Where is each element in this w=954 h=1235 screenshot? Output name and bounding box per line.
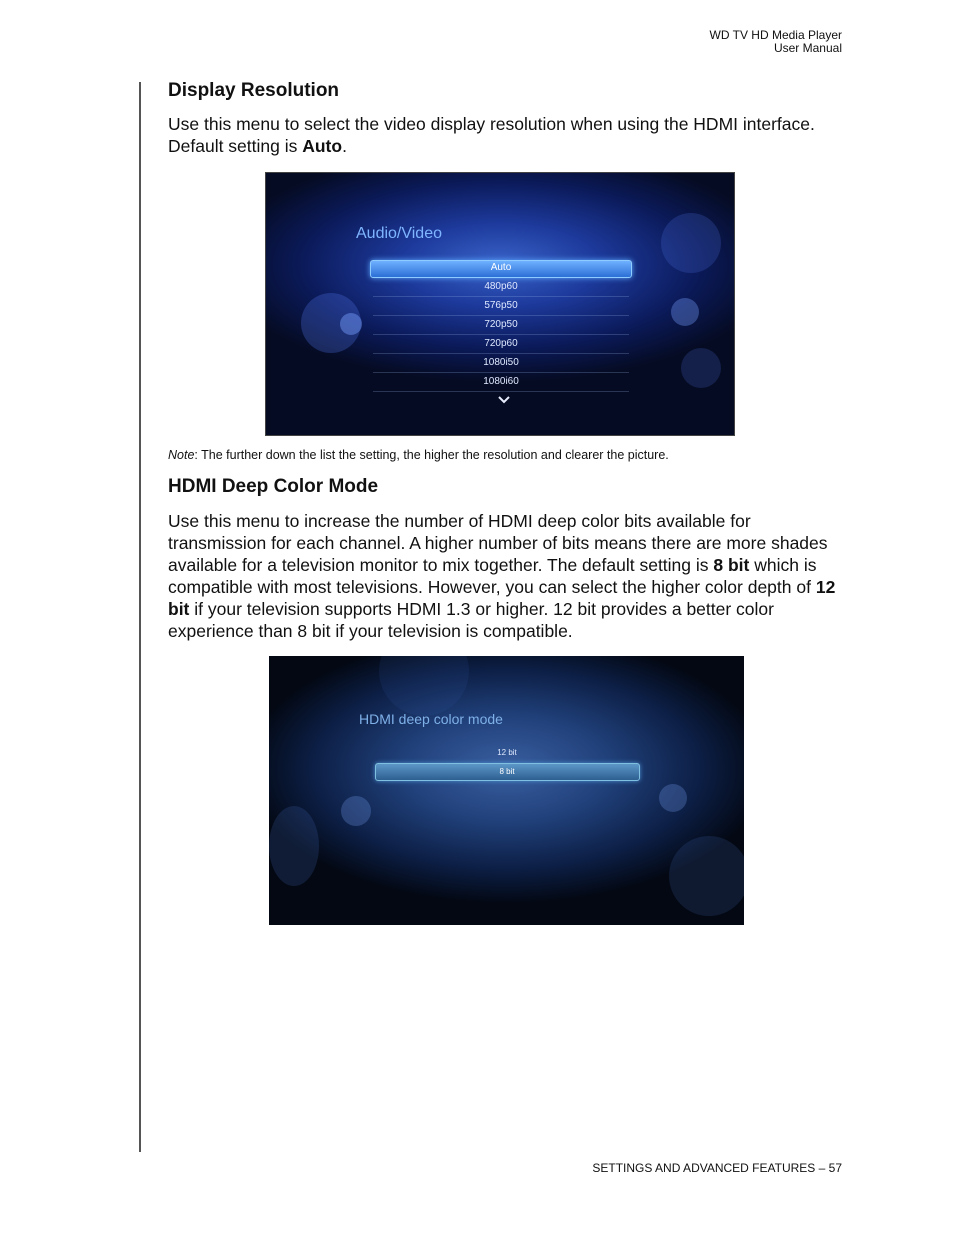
menu-separator [373, 391, 629, 392]
hdmi-deep-color-screenshot [269, 656, 744, 925]
menu-separator [373, 315, 629, 316]
menu-item[interactable]: 720p60 [484, 338, 518, 349]
menu-item[interactable]: 480p60 [484, 281, 518, 292]
bokeh-light [659, 784, 687, 812]
page-content [168, 80, 848, 157]
menu-item[interactable]: 576p50 [484, 300, 518, 311]
bokeh-light [681, 348, 721, 388]
menu-title: HDMI deep color mode [359, 711, 503, 727]
audio-video-screenshot [265, 172, 735, 436]
menu-item[interactable]: 720p50 [484, 319, 518, 330]
note-label: Note [168, 448, 195, 462]
bokeh-light [671, 298, 699, 326]
menu-separator [373, 334, 629, 335]
bokeh-light [269, 806, 319, 886]
bokeh-light [669, 836, 744, 916]
menu-item[interactable]: 1080i50 [483, 357, 519, 368]
menu-item-8bit[interactable]: 8 bit [499, 767, 515, 776]
note-text: : The further down the list the setting, the higher the resolution and clearer the picture. [194, 448, 669, 462]
note-paragraph [168, 448, 848, 463]
para-bold-auto: Auto [302, 136, 343, 156]
margin-rule [139, 82, 141, 1152]
menu-title: Audio/Video [356, 225, 442, 242]
para-bold-8bit: 8 bit [713, 555, 750, 575]
display-resolution-paragraph [168, 113, 848, 157]
bokeh-light [341, 796, 371, 826]
menu-item-12bit[interactable]: 12 bit [497, 748, 517, 757]
header-manual: User Manual [773, 41, 842, 55]
header-product: WD TV HD Media Player [709, 28, 842, 42]
para-text: which is compatible with most televisions. However, you can select the higher color depth of [168, 555, 817, 597]
hdmi-deep-color-paragraph [168, 510, 848, 642]
chevron-down-icon[interactable] [498, 396, 510, 404]
section-hdmi [168, 476, 848, 642]
menu-item-auto[interactable]: Auto [490, 262, 512, 273]
menu-separator [373, 372, 629, 373]
menu-separator [373, 296, 629, 297]
bokeh-light [661, 213, 721, 273]
menu-item[interactable]: 1080i60 [483, 376, 519, 387]
page-footer: SETTINGS AND ADVANCED FEATURES – 57 [592, 1161, 842, 1175]
running-header [710, 29, 842, 55]
display-resolution-heading: Display Resolution [168, 80, 340, 101]
bokeh-light [379, 656, 469, 716]
hdmi-deep-color-heading: HDMI Deep Color Mode [168, 476, 379, 497]
para-text-end: . [342, 136, 347, 156]
bokeh-light [340, 313, 362, 335]
para-text: if your television supports HDMI 1.3 or higher. 12 bit provides a better color experience than 8 bit if your television is compatible. [168, 599, 774, 641]
menu-separator [373, 353, 629, 354]
para-text: Use this menu to increase the number of HDMI deep color bits available for transmission for each channel. A higher number of bits means there are more shades available for a television monitor to mix together. The default setting is [168, 511, 828, 575]
para-bold-12bit: 12 bit [168, 577, 836, 619]
para-text: Use this menu to select the video display resolution when using the HDMI interface. Default setting is [168, 114, 815, 156]
